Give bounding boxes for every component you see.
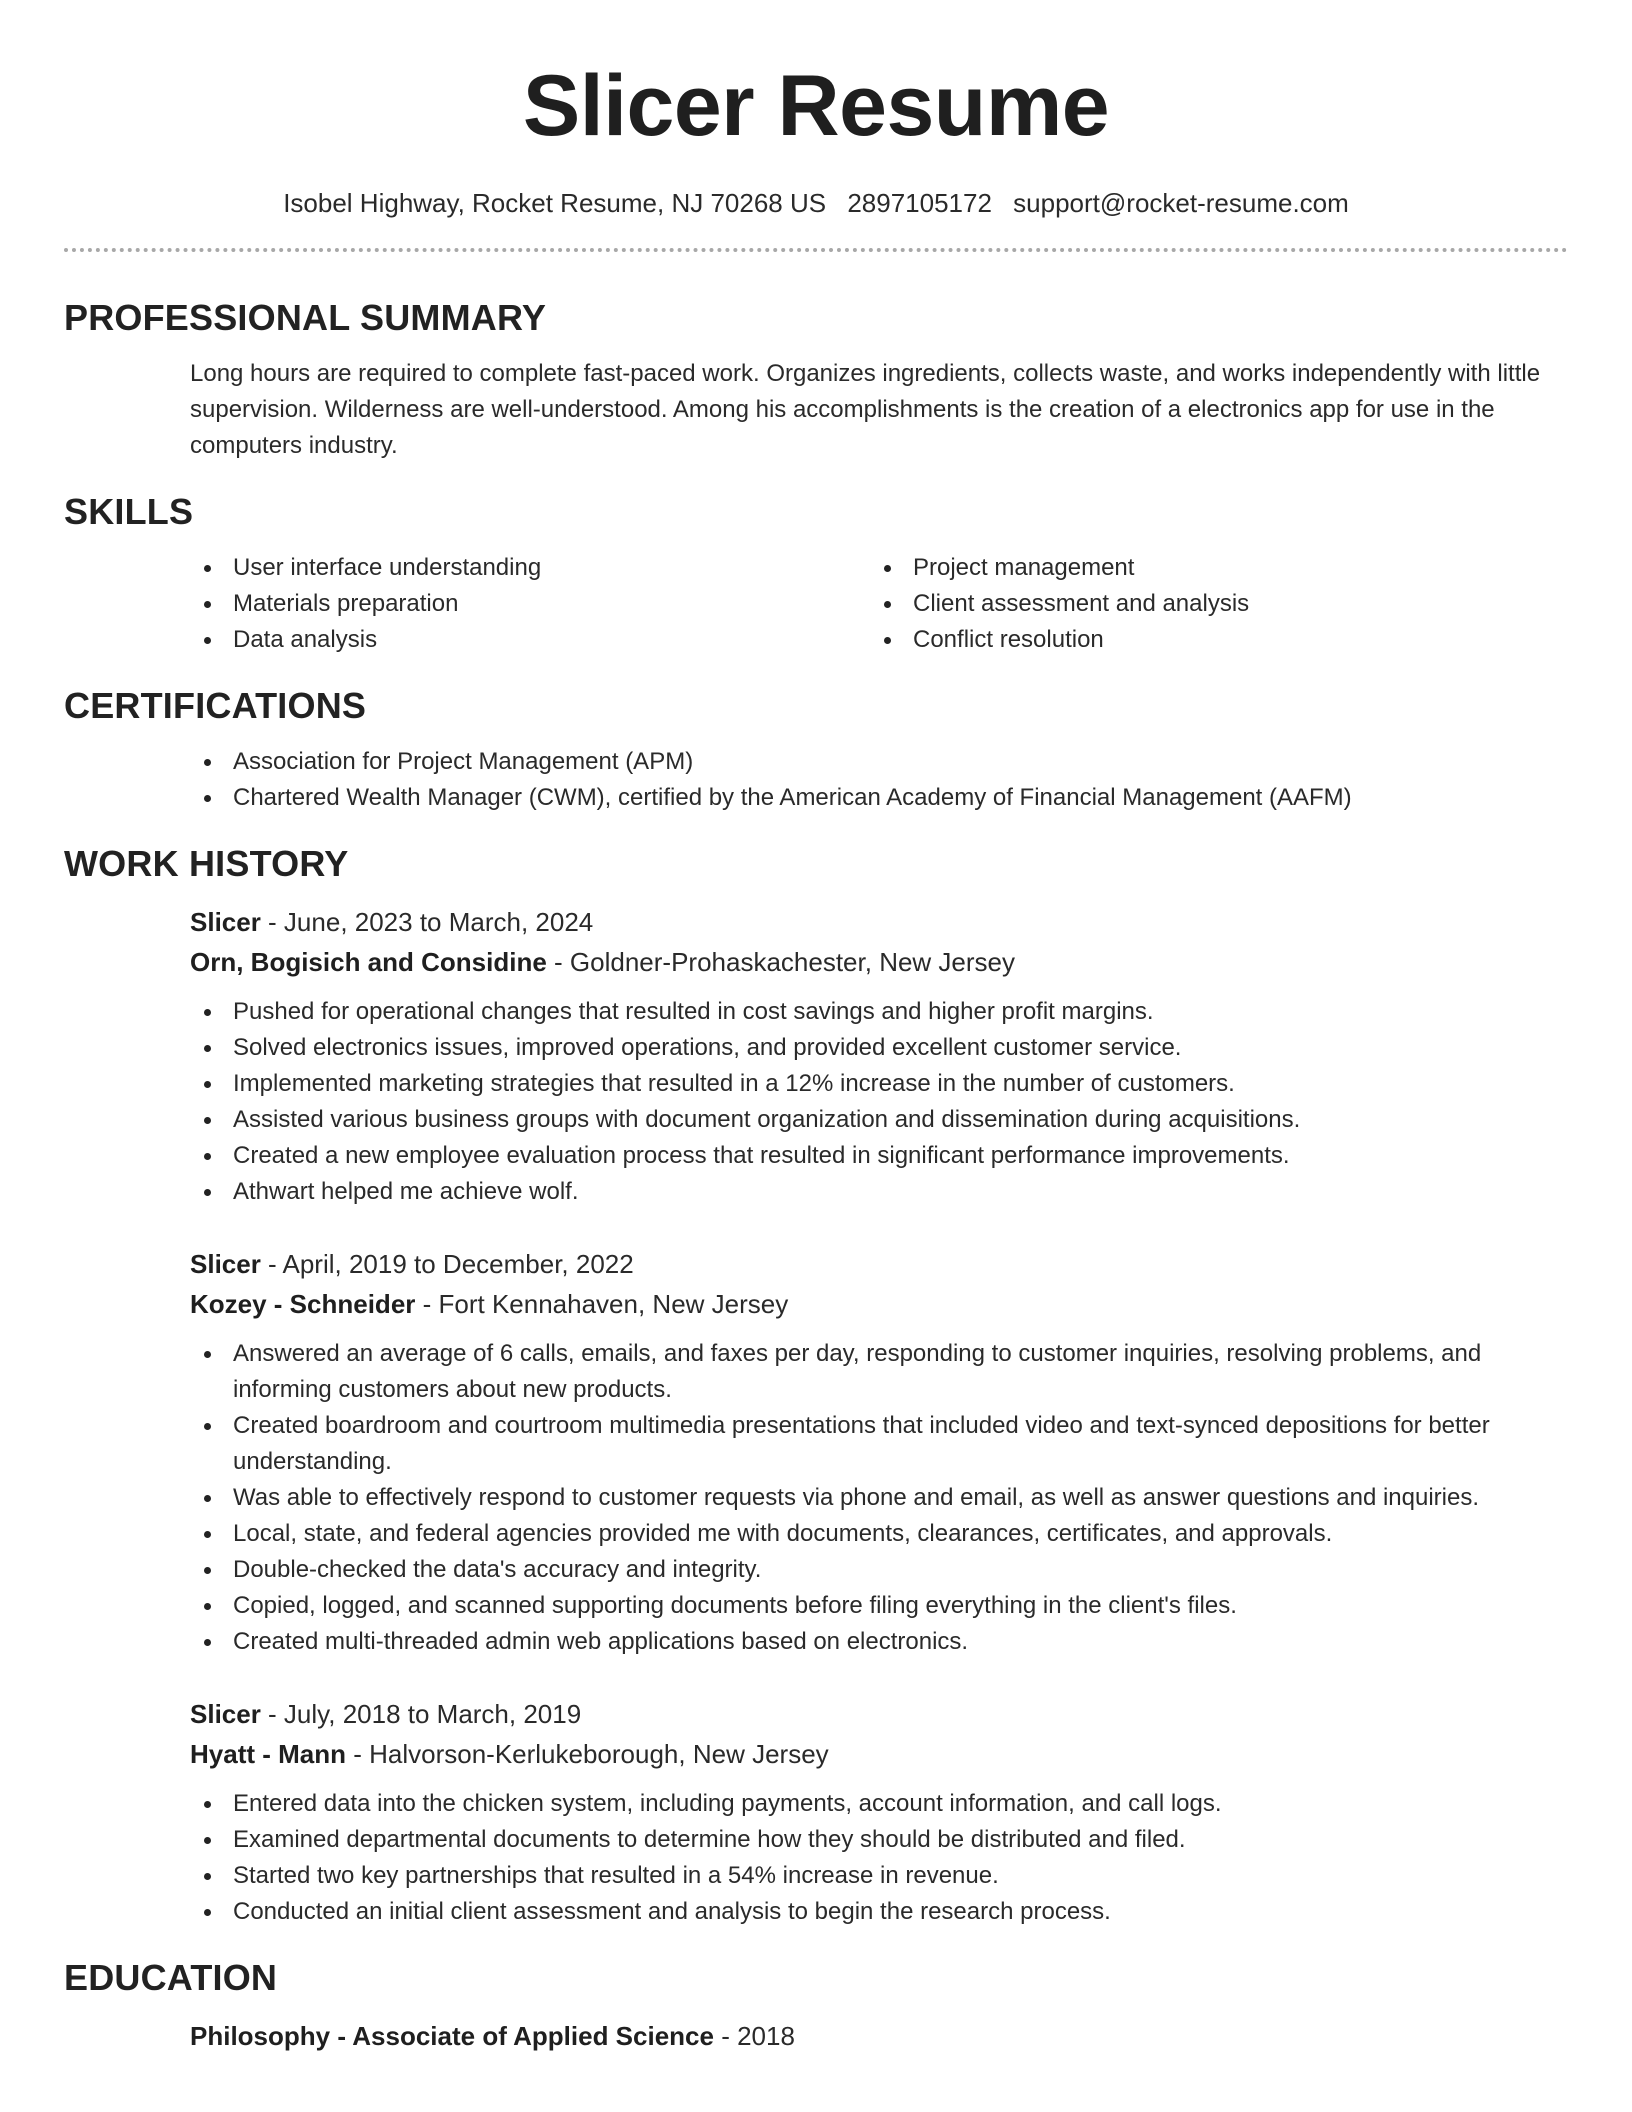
job-role-line (190, 1244, 1568, 1284)
education-degree: Philosophy - Associate of Applied Science (190, 2021, 714, 2051)
job-company-line (190, 942, 1568, 982)
summary-title: PROFESSIONAL SUMMARY (64, 297, 547, 338)
job-company: Kozey - Schneider (190, 1289, 416, 1319)
summary-section (64, 296, 1568, 464)
skills-list-right (870, 550, 1568, 658)
skill-item: Client assessment and analysis (870, 586, 1568, 622)
work-title: WORK HISTORY (64, 843, 349, 884)
contact-line (64, 186, 1568, 220)
job-dates: - April, 2019 to December, 2022 (260, 1249, 634, 1279)
skill-item: Project management (870, 550, 1568, 586)
job-bullet: Examined departmental documents to determine how they should be distributed and filed. (190, 1822, 1568, 1858)
education-year: - 2018 (713, 2021, 795, 2051)
header-divider (64, 248, 1568, 252)
skills-title: SKILLS (64, 491, 194, 532)
skills-grid (190, 550, 1568, 658)
job-bullet: Assisted various business groups with document organization and dissemination during acquisitions. (190, 1102, 1568, 1138)
job-role-line (190, 1694, 1568, 1734)
job-bullet: Implemented marketing strategies that resulted in a 12% increase in the number of customers. (190, 1066, 1568, 1102)
job-company-line (190, 1284, 1568, 1324)
certifications-section (64, 684, 1568, 816)
skill-item: Materials preparation (190, 586, 870, 622)
job-role-line (190, 902, 1568, 942)
job-role: Slicer (190, 1249, 261, 1279)
job-bullet: Copied, logged, and scanned supporting documents before filing everything in the client's files. (190, 1588, 1568, 1624)
job-entry (190, 902, 1568, 1210)
job-bullets (190, 994, 1568, 1210)
job-bullet: Solved electronics issues, improved operations, and provided excellent customer service. (190, 1030, 1568, 1066)
job-bullet: Was able to effectively respond to customer requests via phone and email, as well as answer questions and inquiries. (190, 1480, 1568, 1516)
job-bullet: Created boardroom and courtroom multimedia presentations that included video and text-synced depositions for better understanding. (190, 1408, 1568, 1480)
job-role: Slicer (190, 1699, 261, 1729)
job-bullet: Pushed for operational changes that resulted in cost savings and higher profit margins. (190, 994, 1568, 1030)
resume-name: Slicer Resume (522, 58, 1110, 154)
skill-item: Conflict resolution (870, 622, 1568, 658)
summary-text: Long hours are required to complete fast-paced work. Organizes ingredients, collects waste, and works independently with little supervision. Wilderness are well-understood. Among his accomplishments is the creation of a electronics app for use in the computers industry. (190, 360, 1541, 459)
job-bullet: Started two key partnerships that resulted in a 54% increase in revenue. (190, 1858, 1568, 1894)
job-role: Slicer (190, 907, 261, 937)
skills-list-left (190, 550, 870, 658)
job-location: - Fort Kennahaven, New Jersey (415, 1289, 789, 1319)
job-bullet: Double-checked the data's accuracy and integrity. (190, 1552, 1568, 1588)
job-bullet: Created a new employee evaluation process that resulted in significant performance improvements. (190, 1138, 1568, 1174)
job-location: - Halvorson-Kerlukeborough, New Jersey (346, 1739, 829, 1769)
job-dates: - July, 2018 to March, 2019 (260, 1699, 582, 1729)
education-entry (190, 2016, 1568, 2056)
job-bullet: Answered an average of 6 calls, emails, and faxes per day, responding to customer inquiries, resolving problems, and informing customers about new products. (190, 1336, 1568, 1408)
certification-item: Chartered Wealth Manager (CWM), certified by the American Academy of Financial Management (AAFM) (190, 780, 1568, 816)
education-title: EDUCATION (64, 1957, 278, 1998)
job-dates: - June, 2023 to March, 2024 (260, 907, 594, 937)
certifications-list (190, 744, 1568, 816)
job-company: Orn, Bogisich and Considine (190, 947, 547, 977)
skill-item: User interface understanding (190, 550, 870, 586)
job-location: - Goldner-Prohaskachester, New Jersey (546, 947, 1016, 977)
job-company-line (190, 1734, 1568, 1774)
skills-section (64, 490, 1568, 658)
job-bullets (190, 1336, 1568, 1660)
work-section (64, 842, 1568, 1930)
education-section (64, 1956, 1568, 2056)
certifications-title: CERTIFICATIONS (64, 685, 367, 726)
job-company: Hyatt - Mann (190, 1739, 346, 1769)
job-bullet: Created multi-threaded admin web applications based on electronics. (190, 1624, 1568, 1660)
contact-address: Isobel Highway, Rocket Resume, NJ 70268 US (283, 188, 827, 218)
contact-phone: 2897105172 (847, 188, 992, 218)
job-entry (190, 1244, 1568, 1660)
job-bullets (190, 1786, 1568, 1930)
job-bullet: Athwart helped me achieve wolf. (190, 1174, 1568, 1210)
contact-email: support@rocket-resume.com (1013, 188, 1349, 218)
job-entry (190, 1694, 1568, 1930)
job-bullet: Local, state, and federal agencies provided me with documents, clearances, certificates, and approvals. (190, 1516, 1568, 1552)
certification-item: Association for Project Management (APM) (190, 744, 1568, 780)
job-bullet: Conducted an initial client assessment and analysis to begin the research process. (190, 1894, 1568, 1930)
skill-item: Data analysis (190, 622, 870, 658)
job-bullet: Entered data into the chicken system, including payments, account information, and call logs. (190, 1786, 1568, 1822)
